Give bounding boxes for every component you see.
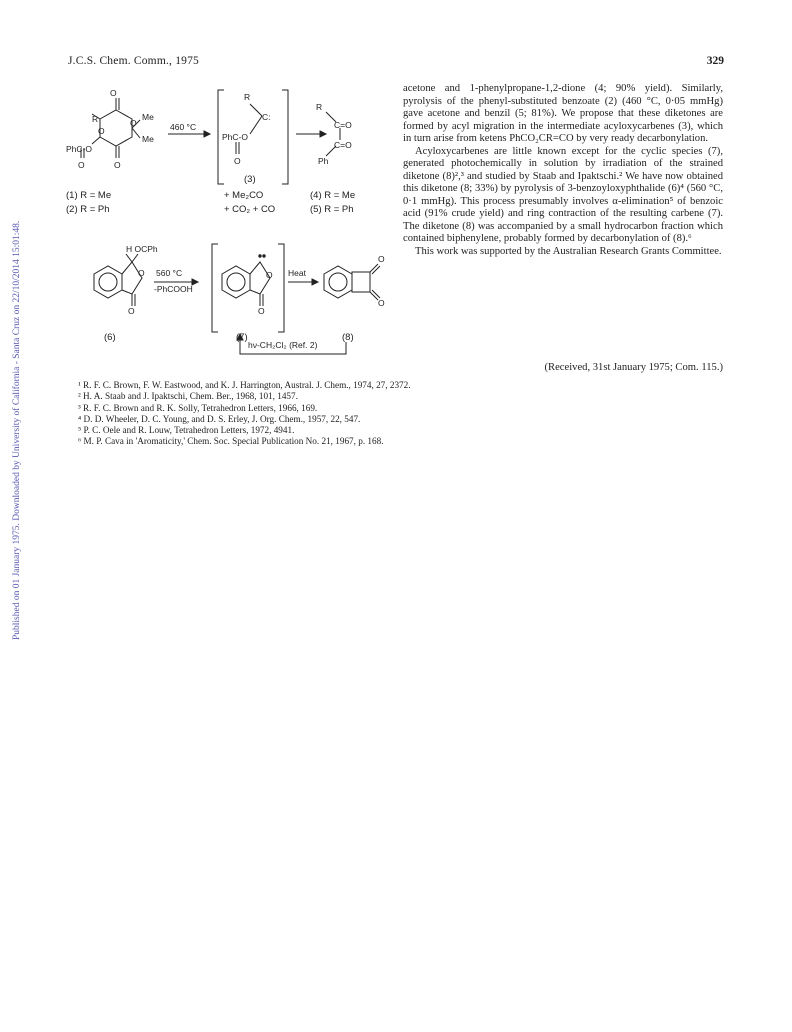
cyclobutene-ring-8 xyxy=(352,272,370,292)
arrow-2-label-b: -PhCOOH xyxy=(154,284,193,294)
svg-text:O: O xyxy=(114,160,121,170)
svg-text:O: O xyxy=(234,156,241,166)
svg-text:C=O: C=O xyxy=(334,120,352,130)
reference-item: ² H. A. Staab and J. Ipaktschi, Chem. Ber., 1968, 101, 1457. xyxy=(78,391,298,402)
arrow-2-label-a: 560 °C xyxy=(156,268,183,278)
svg-text:O: O xyxy=(78,160,85,170)
compound-1-label: (1) R = Me xyxy=(66,190,112,201)
reaction-scheme xyxy=(64,86,390,386)
reference-item: ⁴ D. D. Wheeler, D. C. Young, and D. S. Erley, J. Org. Chem., 1957, 22, 547. xyxy=(78,413,361,424)
dioxanone-ring xyxy=(100,110,132,146)
compound-3-label: (3) xyxy=(244,174,256,185)
download-watermark xyxy=(0,0,20,1032)
compound-2-label: (2) R = Ph xyxy=(66,204,110,215)
compound-3-byproduct-2: + CO₂ + CO xyxy=(224,204,276,215)
svg-text:R: R xyxy=(316,102,323,112)
svg-text:O: O xyxy=(128,306,135,316)
svg-text:O: O xyxy=(266,270,273,280)
benzene-ring-6 xyxy=(94,266,122,298)
received-date: (Received, 31st January 1975; Com. 115.) xyxy=(544,362,723,373)
reaction-scheme-drawing xyxy=(64,86,390,386)
svg-text:Me: Me xyxy=(142,134,154,144)
body-paragraph-3: This work was supported by the Australian Research Grants Committee. xyxy=(415,245,722,257)
svg-text:R: R xyxy=(244,92,251,102)
compound-5-label: (5) R = Ph xyxy=(310,204,354,215)
body-text-column xyxy=(403,83,723,258)
body-paragraph-1: acetone and 1-phenylpropane-1,2-dione (4; 90% yield). Similarly, pyrolysis of the phenyl-substituted benzoate (2) (460 °C, 0·05 mmHg) gave acetone and benzil (5; 81%). We propose that these diketones are formed by acyl migration in the intermediate acyloxycarbenes (3), which in turn arise from ketens PhCO₂CR=CO by very ready decarbonylation. xyxy=(403,83,723,144)
lactone-ring-6 xyxy=(122,262,142,294)
svg-text:O: O xyxy=(138,268,145,278)
compound-7-label: (7) xyxy=(236,332,248,343)
svg-text:O: O xyxy=(110,88,117,98)
reference-item: ³ R. F. C. Brown and R. K. Solly, Tetrahedron Letters, 1966, 169. xyxy=(78,402,318,413)
svg-text:PhC-O: PhC-O xyxy=(222,132,248,142)
page-number: 329 xyxy=(706,55,724,67)
benzene-ring-7 xyxy=(222,266,250,298)
svg-text:O: O xyxy=(258,306,265,316)
svg-text:O: O xyxy=(130,118,137,128)
svg-text:O: O xyxy=(378,298,385,308)
reference-item: ⁵ P. C. Oele and R. Louw, Tetrahedron Letters, 1972, 4941. xyxy=(78,425,295,436)
arrow-3-label: Heat xyxy=(288,268,306,278)
svg-text:C:: C: xyxy=(262,112,271,122)
download-watermark-text: Published on 01 January 1975. Downloaded by University of California - Santa Cruz on 22/10/2014 15:01:48. xyxy=(12,220,22,640)
arrow-4-label: hν-CH₂Cl₂ (Ref. 2) xyxy=(248,340,318,350)
reference-item: ¹ R. F. C. Brown, F. W. Eastwood, and K. J. Harrington, Austral. J. Chem., 1974, 27, 2372. xyxy=(78,380,411,390)
svg-text:Ph: Ph xyxy=(318,156,329,166)
compound-8-label: (8) xyxy=(342,332,354,343)
svg-text:O: O xyxy=(98,126,105,136)
compound-6-label: (6) xyxy=(104,332,116,343)
svg-text:Me: Me xyxy=(142,112,154,122)
svg-text:C=O: C=O xyxy=(334,140,352,150)
arrow-1-label: 460 °C xyxy=(170,122,197,132)
reference-list xyxy=(78,380,738,448)
svg-text:PhC-O: PhC-O xyxy=(66,144,92,154)
svg-text:H OCPh: H OCPh xyxy=(126,244,158,254)
svg-text:R: R xyxy=(92,114,99,124)
compound-4-label: (4) R = Me xyxy=(310,190,356,201)
reference-item: ⁶ M. P. Cava in 'Aromaticity,' Chem. Soc. Special Publication No. 21, 1967, p. 168. xyxy=(78,436,384,447)
svg-text:O: O xyxy=(378,254,385,264)
page-header xyxy=(68,55,724,71)
benzene-ring-8 xyxy=(324,266,352,298)
journal-title: J.C.S. Chem. Comm., 1975 xyxy=(68,55,199,67)
compound-3-byproduct-1: + Me₂CO xyxy=(224,190,264,201)
body-paragraph-2: Acyloxycarbenes are little known except for the cyclic species (7), generated photochemically in solution by irradiation of the strained diketone (8)²,³ and studied by Staab and Ipaktschi.² We have now obtained this diketone (8; 33%) by pyrolysis of 3-benzoyloxyphthalide (6)⁴ (560 °C, 0·1 mmHg). This process presumably involves α-elimination⁵ of benzoic acid (91% crude yield) and ring contraction of the resulting carbene (7). The diketone (8) was accompanied by a small hydrocarbon fraction which contained biphenylene, probably formed by decarbonylation of (8).⁶ xyxy=(403,145,723,244)
